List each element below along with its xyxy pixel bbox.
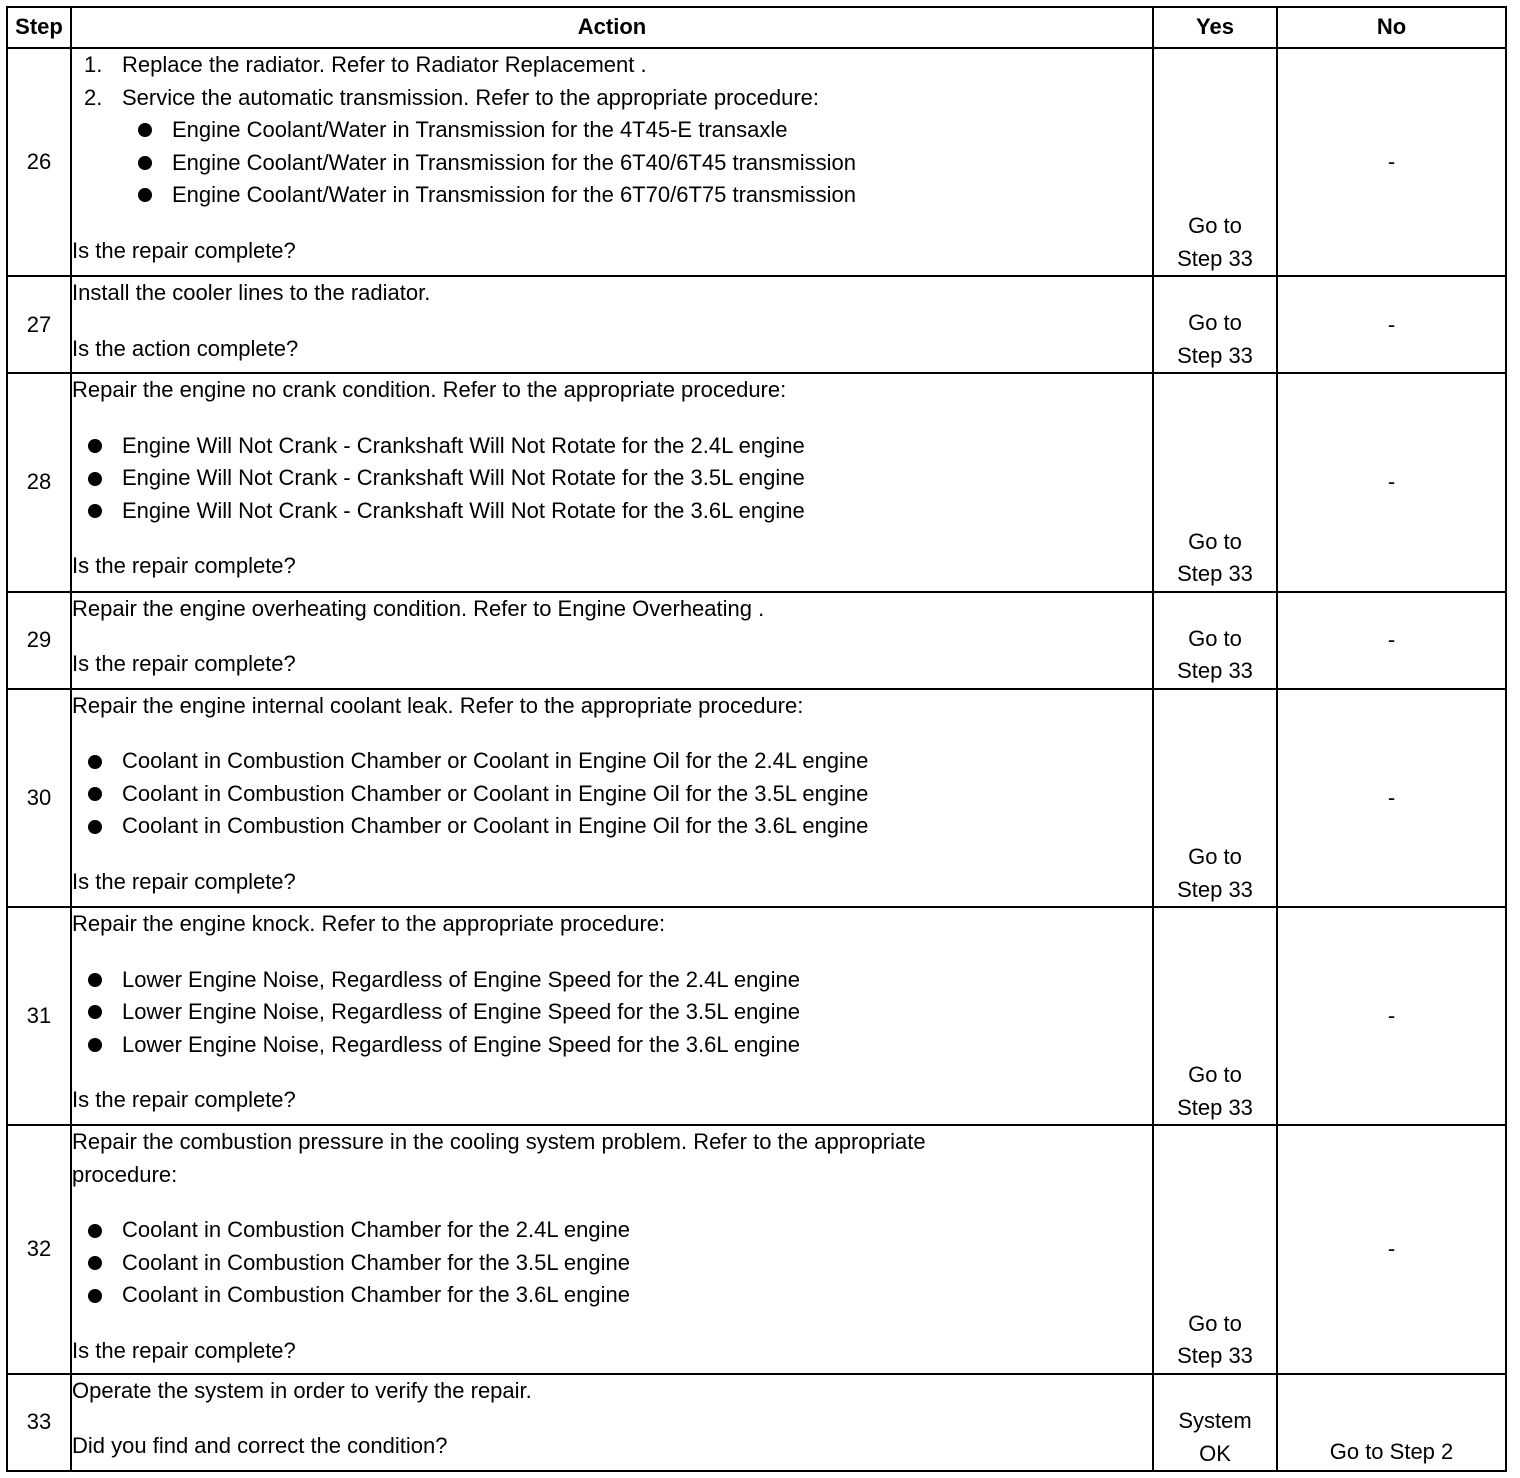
question: Is the repair complete? [72,1087,296,1113]
action-text: Repair the engine knock. Refer to the appropriate procedure: [72,911,666,937]
header-step: Step [7,7,71,48]
numbered-item: 1. Replace the radiator. Refer to Radiator Replacement . [84,52,647,77]
bullet-icon [88,504,102,518]
action-cell [71,907,1153,1125]
bullet-icon [88,1224,102,1238]
action-text: Repair the engine no crank condition. Refer to the appropriate procedure: [72,377,787,403]
action-text: Repair the combustion pressure in the cooling system problem. Refer to the appropriate [72,1129,926,1155]
step-number: 27 [7,276,71,373]
bullet-icon [88,472,102,486]
list-item: Lower Engine Noise, Regardless of Engine Speed for the 2.4L engine [72,964,1152,997]
step-number: 26 [7,48,71,276]
table-row-step-28 [7,373,1506,591]
bullet-icon [88,1038,102,1052]
diagnostic-table [6,6,1507,1472]
bullet-icon [138,123,152,137]
step-number: 33 [7,1374,71,1471]
yes-cell: Go to Step 33 [1153,48,1277,276]
question: Is the repair complete? [72,1337,296,1363]
step-number: 30 [7,689,71,907]
no-cell: - [1277,1125,1506,1373]
action-cell [71,1125,1153,1373]
action-text: Repair the engine internal coolant leak. Refer to the appropriate procedure: [72,692,804,718]
yes-cell: System OK [1153,1374,1277,1471]
no-cell: - [1277,592,1506,689]
bullet-icon [88,439,102,453]
action-cell [71,276,1153,373]
list-item: Coolant in Combustion Chamber or Coolant in Engine Oil for the 3.5L engine [72,778,1152,811]
bullet-icon [138,156,152,170]
step-number: 32 [7,1125,71,1373]
question: Is the repair complete? [72,237,296,263]
action-cell [71,373,1153,591]
yes-cell: Go to Step 33 [1153,373,1277,591]
yes-cell: Go to Step 33 [1153,1125,1277,1373]
action-text: Install the cooler lines to the radiator. [72,280,431,306]
header-no: No [1277,7,1506,48]
question: Is the action complete? [72,335,299,361]
header-row [7,7,1506,48]
bullet-icon [88,820,102,834]
action-text-continued: procedure: [72,1161,178,1187]
yes-cell: Go to Step 33 [1153,689,1277,907]
bullet-icon [88,755,102,769]
bullet-icon [138,188,152,202]
table-row-step-27 [7,276,1506,373]
bullet-icon [88,973,102,987]
list-item: Engine Coolant/Water in Transmission for the 4T45-E transaxle [72,114,1152,147]
list-item: Coolant in Combustion Chamber or Coolant in Engine Oil for the 2.4L engine [72,745,1152,778]
action-text: Operate the system in order to verify the repair. [72,1377,532,1403]
table-row-step-29 [7,592,1506,689]
table-row-step-31 [7,907,1506,1125]
question: Did you find and correct the condition? [72,1433,448,1459]
question: Is the repair complete? [72,868,296,894]
list-item: Engine Will Not Crank - Crankshaft Will Not Rotate for the 3.6L engine [72,495,1152,528]
table-row-step-33 [7,1374,1506,1471]
list-item: Engine Will Not Crank - Crankshaft Will Not Rotate for the 2.4L engine [72,430,1152,463]
header-yes: Yes [1153,7,1277,48]
question: Is the repair complete? [72,553,296,579]
no-cell: - [1277,907,1506,1125]
table-row-step-30 [7,689,1506,907]
list-item: Coolant in Combustion Chamber for the 3.6L engine [72,1279,1152,1312]
list-item: Engine Coolant/Water in Transmission for the 6T40/6T45 transmission [72,147,1152,180]
bullet-icon [88,1256,102,1270]
list-item: Lower Engine Noise, Regardless of Engine Speed for the 3.5L engine [72,996,1152,1029]
bullet-icon [88,787,102,801]
question: Is the repair complete? [72,651,296,677]
list-item: Engine Coolant/Water in Transmission for the 6T70/6T75 transmission [72,179,1152,212]
no-cell: Go to Step 2 [1277,1374,1506,1471]
action-cell [71,592,1153,689]
step-number: 28 [7,373,71,591]
list-item: Coolant in Combustion Chamber for the 3.5L engine [72,1247,1152,1280]
list-item: Lower Engine Noise, Regardless of Engine Speed for the 3.6L engine [72,1029,1152,1062]
no-cell: - [1277,276,1506,373]
header-action: Action [71,7,1153,48]
list-item: Coolant in Combustion Chamber for the 2.4L engine [72,1214,1152,1247]
action-text: Repair the engine overheating condition. Refer to Engine Overheating . [72,595,765,621]
action-cell [71,48,1153,276]
no-cell: - [1277,48,1506,276]
table-row-step-26 [7,48,1506,276]
list-item: Engine Will Not Crank - Crankshaft Will Not Rotate for the 3.5L engine [72,462,1152,495]
numbered-item: 2. Service the automatic transmission. Refer to the appropriate procedure: [84,84,820,110]
yes-cell: Go to Step 33 [1153,276,1277,373]
yes-cell: Go to Step 33 [1153,907,1277,1125]
step-number: 29 [7,592,71,689]
action-cell [71,1374,1153,1471]
bullet-icon [88,1289,102,1303]
yes-cell: Go to Step 33 [1153,592,1277,689]
action-cell [71,689,1153,907]
list-item: Coolant in Combustion Chamber or Coolant in Engine Oil for the 3.6L engine [72,810,1152,843]
step-number: 31 [7,907,71,1125]
table-row-step-32 [7,1125,1506,1373]
bullet-icon [88,1005,102,1019]
no-cell: - [1277,689,1506,907]
no-cell: - [1277,373,1506,591]
